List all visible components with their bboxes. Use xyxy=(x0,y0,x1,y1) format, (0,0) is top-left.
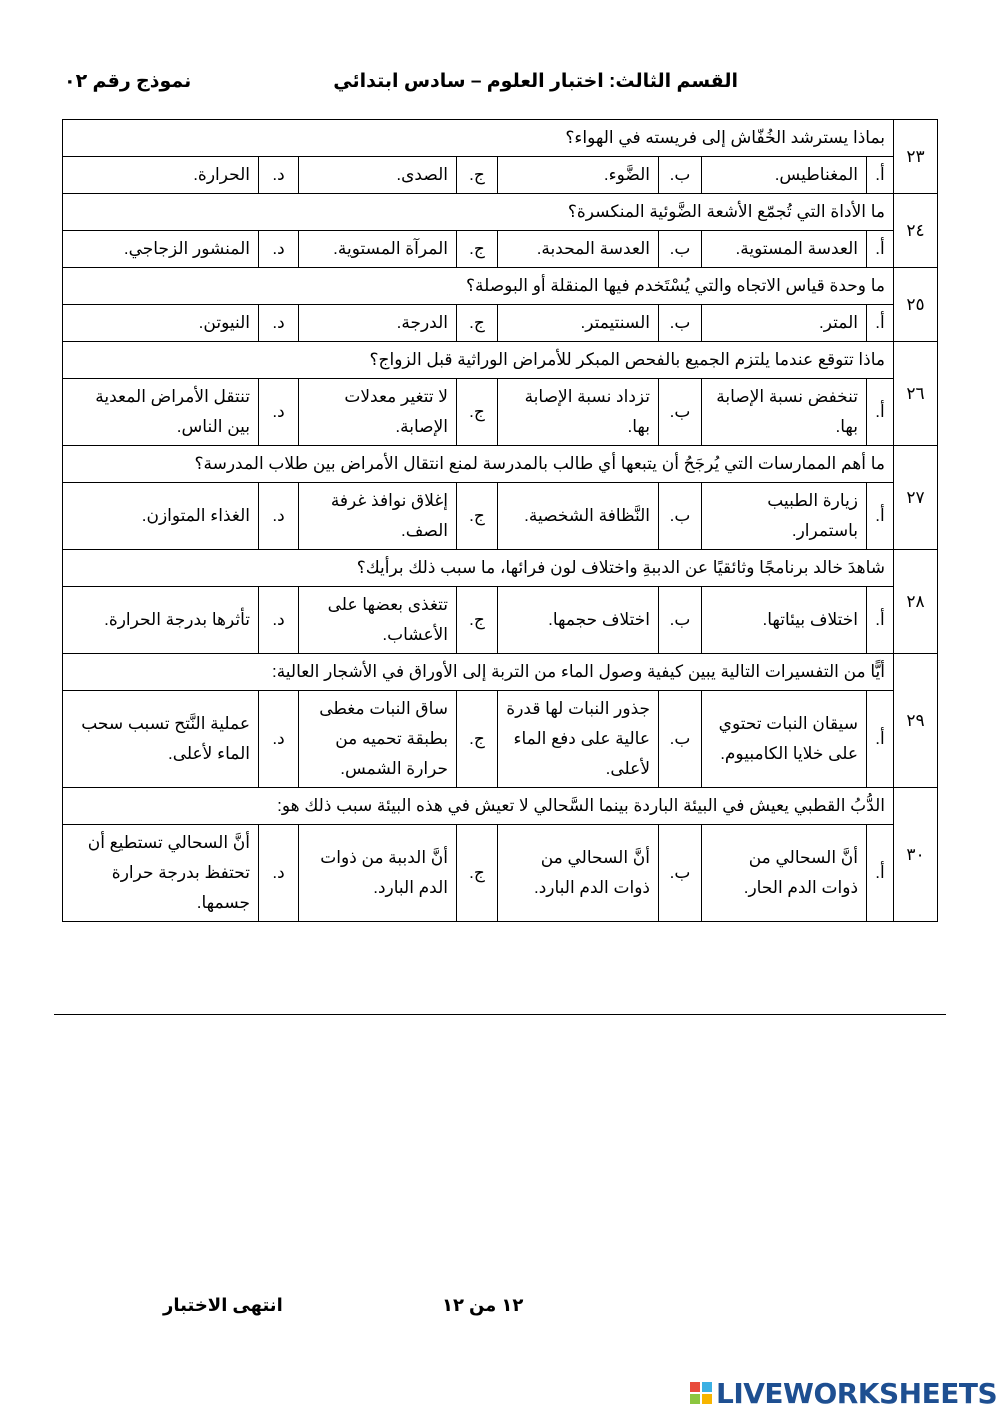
model-number: نموذج رقم ٠٢ xyxy=(64,71,192,92)
option-text[interactable]: الصدى. xyxy=(299,157,457,194)
option-text[interactable]: النيوتن. xyxy=(63,305,259,342)
question-row xyxy=(63,268,938,305)
question-text: أيًّا من التفسيرات التالية يبين كيفية وصول الماء من التربة إلى الأوراق في الأشجار العالية: xyxy=(63,654,894,691)
question-text: شاهدَ خالد برنامجًا وثائقيًا عن الدببةِ واختلاف لون فرائها، ما سبب ذلك برأيك؟ xyxy=(63,550,894,587)
question-text: الدُّبُ القطبي يعيش في البيئة الباردة بينما السَّحالي لا تعيش في هذه البيئة سبب ذلك هو: xyxy=(63,788,894,825)
option-text[interactable]: اختلاف بيئاتها. xyxy=(702,587,867,654)
options-row xyxy=(63,691,938,788)
option-letter: أ. xyxy=(867,379,894,446)
option-letter: ج. xyxy=(457,587,498,654)
option-letter: د. xyxy=(259,157,299,194)
option-letter: ج. xyxy=(457,825,498,922)
option-text[interactable]: المتر. xyxy=(702,305,867,342)
question-row xyxy=(63,446,938,483)
option-text[interactable]: العدسة المستوية. xyxy=(702,231,867,268)
question-number: ٢٧ xyxy=(894,446,938,550)
option-text[interactable]: الدرجة. xyxy=(299,305,457,342)
option-text[interactable]: الغذاء المتوازن. xyxy=(63,483,259,550)
liveworksheets-logo[interactable] xyxy=(690,1376,997,1410)
option-text[interactable]: تنتقل الأمراض المعدية بين الناس. xyxy=(63,379,259,446)
option-text[interactable]: عملية النَّتح تسبب سحب الماء لأعلى. xyxy=(63,691,259,788)
question-text: ما وحدة قياس الاتجاه والتي يُسْتَخدم فيها المنقلة أو البوصلة؟ xyxy=(63,268,894,305)
option-text[interactable]: زيارة الطبيب باستمرار. xyxy=(702,483,867,550)
option-text[interactable]: المغناطيس. xyxy=(702,157,867,194)
option-text[interactable]: تزداد نسبة الإصابة بها. xyxy=(498,379,659,446)
option-letter: ب. xyxy=(659,825,702,922)
option-text[interactable]: ساق النبات مغطى بطبقة تحميه من حرارة الشمس. xyxy=(299,691,457,788)
option-letter: د. xyxy=(259,379,299,446)
option-text[interactable]: الحرارة. xyxy=(63,157,259,194)
option-letter: د. xyxy=(259,231,299,268)
option-letter: د. xyxy=(259,483,299,550)
option-text[interactable]: أنَّ السحالي من ذوات الدم الحار. xyxy=(702,825,867,922)
question-number: ٢٩ xyxy=(894,654,938,788)
question-row xyxy=(63,342,938,379)
option-letter: أ. xyxy=(867,587,894,654)
option-text[interactable]: أنَّ السحالي تستطيع أن تحتفظ بدرجة حرارة جسمها. xyxy=(63,825,259,922)
option-text[interactable]: لا تتغير معدلات الإصابة. xyxy=(299,379,457,446)
question-number: ٣٠ xyxy=(894,788,938,922)
logo-mark-icon xyxy=(690,1382,712,1404)
option-text[interactable]: المرآة المستوية. xyxy=(299,231,457,268)
options-row xyxy=(63,231,938,268)
option-letter: ج. xyxy=(457,483,498,550)
option-text[interactable]: الضَّوء. xyxy=(498,157,659,194)
option-letter: ج. xyxy=(457,305,498,342)
options-row xyxy=(63,825,938,922)
question-number: ٢٨ xyxy=(894,550,938,654)
option-letter: ب. xyxy=(659,483,702,550)
question-text: ما الأداة التي تُجمّع الأشعة الضَّوئية المنكسرة؟ xyxy=(63,194,894,231)
end-of-exam: انتهى الاختبار xyxy=(163,1295,283,1315)
option-text[interactable]: سيقان النبات تحتوي على خلايا الكامبيوم. xyxy=(702,691,867,788)
question-row xyxy=(63,194,938,231)
question-number: ٢٥ xyxy=(894,268,938,342)
option-text[interactable]: تتغذى بعضها على الأعشاب. xyxy=(299,587,457,654)
option-letter: أ. xyxy=(867,691,894,788)
bottom-divider xyxy=(54,1014,946,1015)
option-letter: ج. xyxy=(457,157,498,194)
question-number: ٢٤ xyxy=(894,194,938,268)
option-letter: د. xyxy=(259,587,299,654)
questions-table xyxy=(62,119,938,922)
options-row xyxy=(63,587,938,654)
logo-text: LIVEWORKSHEETS xyxy=(716,1376,998,1410)
option-text[interactable]: اختلاف حجمها. xyxy=(498,587,659,654)
option-text[interactable]: تنخفض نسبة الإصابة بها. xyxy=(702,379,867,446)
question-row xyxy=(63,120,938,157)
option-letter: ب. xyxy=(659,231,702,268)
option-letter: أ. xyxy=(867,157,894,194)
option-letter: أ. xyxy=(867,825,894,922)
option-letter: د. xyxy=(259,691,299,788)
option-text[interactable]: جذور النبات لها قدرة عالية على دفع الماء لأعلى. xyxy=(498,691,659,788)
option-text[interactable]: تأثرها بدرجة الحرارة. xyxy=(63,587,259,654)
option-letter: ج. xyxy=(457,691,498,788)
question-text: بماذا يسترشد الخُفّاش إلى فريسته في الهواء؟ xyxy=(63,120,894,157)
option-text[interactable]: إغلاق نوافذ غرفة الصف. xyxy=(299,483,457,550)
option-letter: ب. xyxy=(659,379,702,446)
option-letter: ب. xyxy=(659,157,702,194)
option-letter: ب. xyxy=(659,587,702,654)
option-letter: د. xyxy=(259,305,299,342)
option-letter: د. xyxy=(259,825,299,922)
option-letter: ب. xyxy=(659,691,702,788)
question-number: ٢٦ xyxy=(894,342,938,446)
options-row xyxy=(63,483,938,550)
option-text[interactable]: العدسة المحدبة. xyxy=(498,231,659,268)
option-letter: أ. xyxy=(867,305,894,342)
option-letter: أ. xyxy=(867,231,894,268)
exam-title: القسم الثالث: اختبار العلوم – سادس ابتدائي xyxy=(333,71,738,92)
options-row xyxy=(63,305,938,342)
options-row xyxy=(63,157,938,194)
question-number: ٢٣ xyxy=(894,120,938,194)
option-letter: ج. xyxy=(457,379,498,446)
option-text[interactable]: أنَّ الدببة من ذوات الدم البارد. xyxy=(299,825,457,922)
option-text[interactable]: السنتيمتر. xyxy=(498,305,659,342)
option-text[interactable]: أنَّ السحالي من ذوات الدم البارد. xyxy=(498,825,659,922)
options-row xyxy=(63,379,938,446)
option-letter: أ. xyxy=(867,483,894,550)
option-text[interactable]: النَّظافة الشخصية. xyxy=(498,483,659,550)
option-letter: ج. xyxy=(457,231,498,268)
option-text[interactable]: المنشور الزجاجي. xyxy=(63,231,259,268)
question-text: ما أهم الممارسات التي يُرجَحُ أن يتبعها أي طالب بالمدرسة لمنع انتقال الأمراض بين طلاب المدرسة؟ xyxy=(63,446,894,483)
page-number: ١٢ من ١٢ xyxy=(442,1295,524,1315)
option-letter: ب. xyxy=(659,305,702,342)
question-row xyxy=(63,654,938,691)
question-text: ماذا تتوقع عندما يلتزم الجميع بالفحص المبكر للأمراض الوراثية قبل الزواج؟ xyxy=(63,342,894,379)
question-row xyxy=(63,550,938,587)
question-row xyxy=(63,788,938,825)
